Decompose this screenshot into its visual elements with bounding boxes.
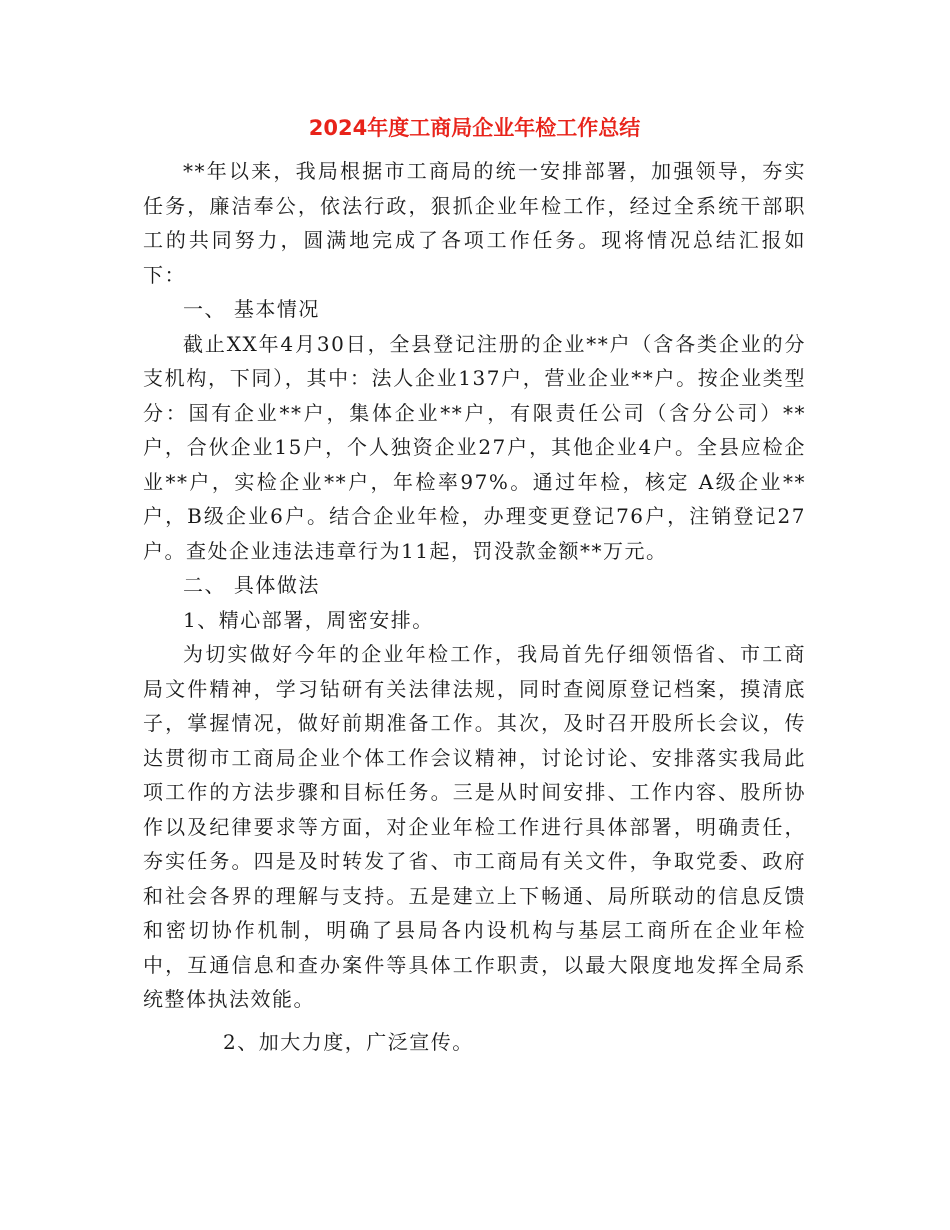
basic-situation-paragraph: 截止XX年4月30日，全县登记注册的企业**户（含各类企业的分支机构，下同），其中：法人企业137户，营业企业**户。按企业类型分：国有企业**户，集体企业**户，有限责任公司（含分公司）**户，合伙企业15户，个人独资企业27户，其他企业4户。全县应检企业**户，实检企业**户，年检率97%。通过年检，核定 A级企业**户，B级企业6户。结合企业年检，办理变更登记76户，注销登记27户。查处企业违法违章行为11起，罚没款金额**万元。 <box>143 331 806 563</box>
item-heading-publicity: 2、加大力度，广泛宣传。 <box>223 1029 474 1054</box>
section-heading-specific-methods: 二、 具体做法 <box>183 573 320 597</box>
item-heading-deployment: 1、精心部署，周密安排。 <box>183 607 434 632</box>
document-title: 2024年度工商局企业年检工作总结 <box>308 116 641 140</box>
document-page <box>143 110 806 1059</box>
section-heading-basic-situation: 一、 基本情况 <box>183 297 320 321</box>
deployment-paragraph: 为切实做好今年的企业年检工作，我局首先仔细领悟省、市工商局文件精神，学习钻研有关法律法规，同时查阅原登记档案，摸清底子，掌握情况，做好前期准备工作。其次，及时召开股所长会议，传达贯彻市工商局企业个体工作会议精神，讨论讨论、安排落实我局此项工作的方法步骤和目标任务。三是从时间安排、工作内容、股所协作以及纪律要求等方面，对企业年检工作进行具体部署，明确责任，夯实任务。四是及时转发了省、市工商局有关文件，争取党委、政府和社会各界的理解与支持。五是建立上下畅通、局所联动的信息反馈和密切协作机制，明确了县局各内设机构与基层工商所在企业年检中，互通信息和查办案件等具体工作职责，以最大限度地发挥全局系统整体执法效能。 <box>143 642 806 1011</box>
intro-paragraph: **年以来，我局根据市工商局的统一安排部署，加强领导，夯实任务，廉洁奉公，依法行政，狠抓企业年检工作，经过全系统干部职工的共同努力，圆满地完成了各项工作任务。现将情况总结汇报如下： <box>143 159 806 287</box>
